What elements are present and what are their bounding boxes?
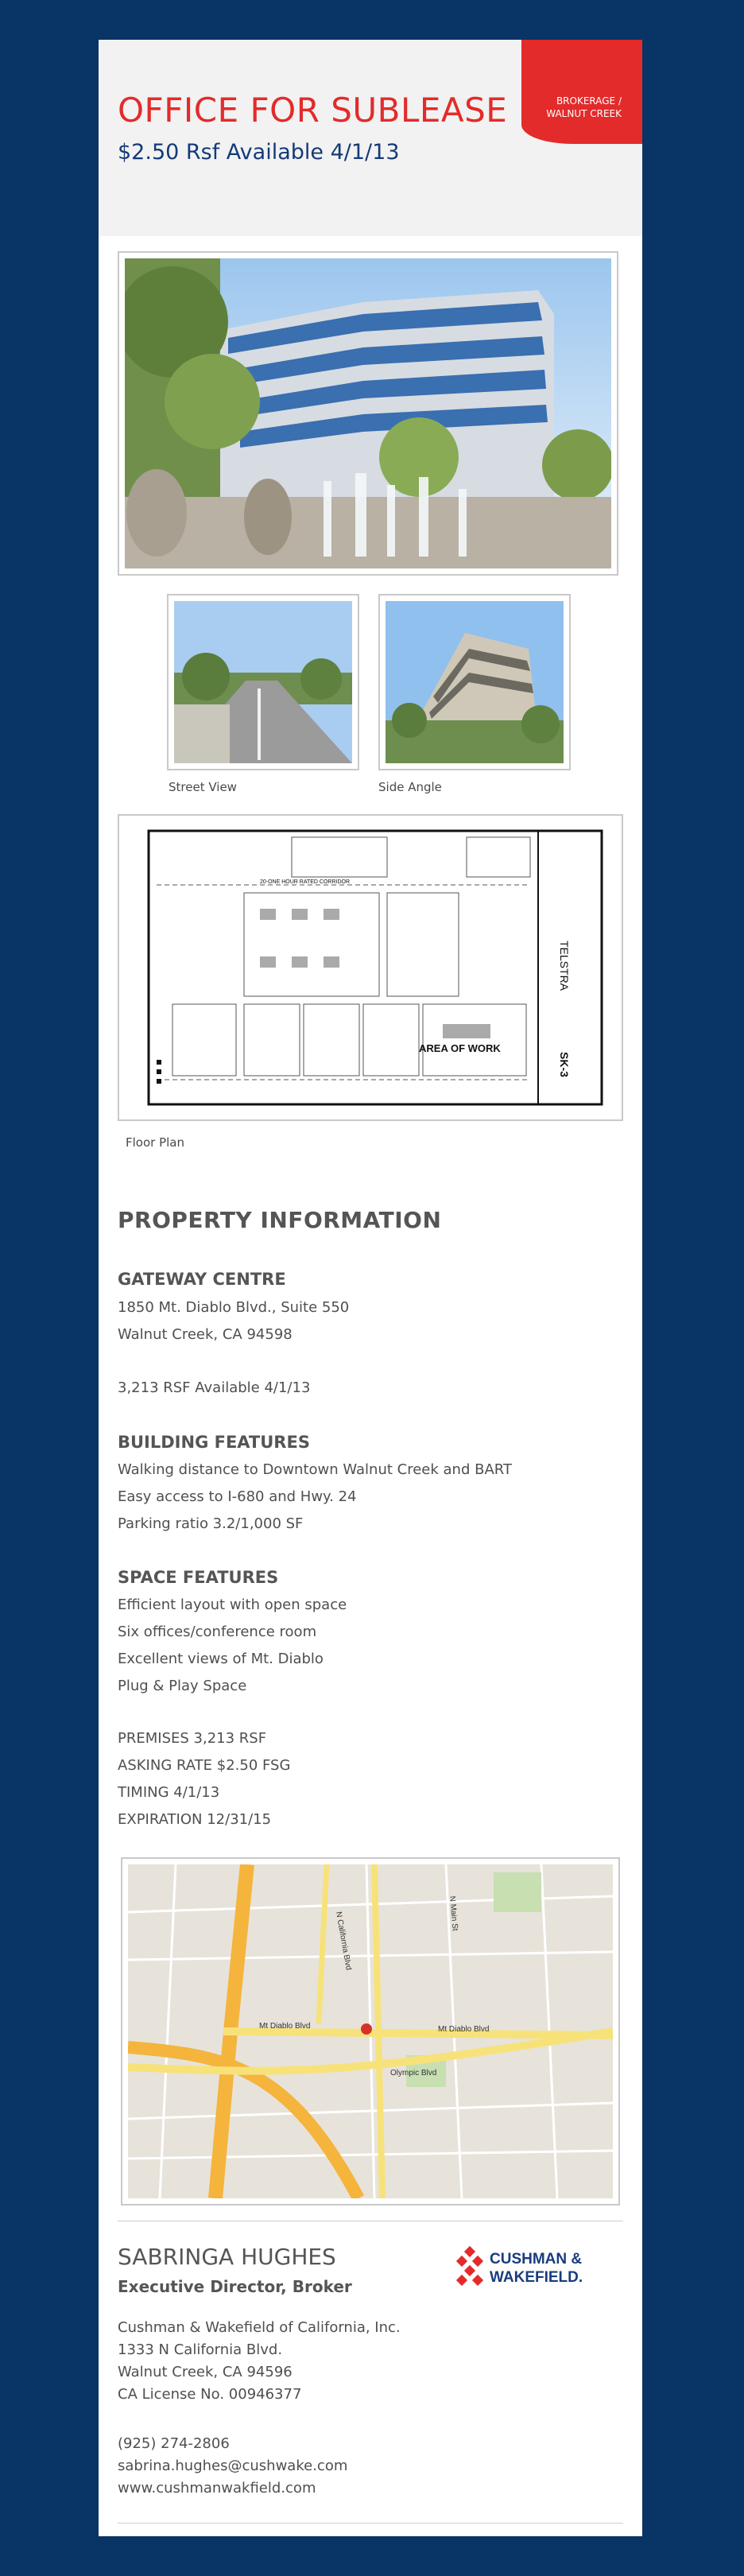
flyer-subtitle: $2.50 Rsf Available 4/1/13 bbox=[118, 140, 400, 165]
logo-mark-icon bbox=[451, 2244, 626, 2289]
address-line-2: Walnut Creek, CA 94598 bbox=[118, 1326, 293, 1343]
company-city: Walnut Creek, CA 94596 bbox=[118, 2364, 293, 2380]
contact-phone[interactable]: (925) 274-2806 bbox=[118, 2435, 230, 2452]
flyer-page bbox=[99, 40, 642, 2536]
term-timing: TIMING 4/1/13 bbox=[118, 1784, 220, 1801]
footer-divider bbox=[118, 2523, 623, 2524]
map-label-blvd-2: Mt Diablo Blvd bbox=[438, 2025, 490, 2034]
space-feature-4: Plug & Play Space bbox=[118, 1678, 247, 1694]
floor-plan-drawing bbox=[125, 821, 616, 1114]
street-view-photo bbox=[167, 594, 359, 770]
building-feature-1: Walking distance to Downtown Walnut Creek and BART bbox=[118, 1461, 512, 1478]
contact-email-link[interactable]: sabrina.hughes@cushwake.com bbox=[118, 2458, 348, 2474]
floor-plan-area-label: AREA OF WORK bbox=[419, 1042, 501, 1054]
map-label-olympic: Olympic Blvd bbox=[390, 2069, 437, 2077]
tag-line-1: BROKERAGE / bbox=[556, 95, 622, 107]
agent-name: SABRINGA HUGHES bbox=[118, 2244, 336, 2270]
floor-plan-image bbox=[118, 814, 623, 1121]
side-angle-illustration bbox=[386, 601, 564, 763]
brokerage-tag bbox=[521, 40, 642, 144]
company-street: 1333 N California Blvd. bbox=[118, 2341, 283, 2358]
floor-plan-corridor-label: 20-ONE HOUR RATED CORRIDOR bbox=[260, 879, 351, 885]
term-expiration: EXPIRATION 12/31/15 bbox=[118, 1811, 272, 1828]
floor-plan-tenant-label: TELSTRA bbox=[558, 941, 571, 991]
space-feature-3: Excellent views of Mt. Diablo bbox=[118, 1651, 324, 1667]
agent-title: Executive Director, Broker bbox=[118, 2277, 352, 2296]
map-label-main: N Main St bbox=[448, 1895, 459, 1932]
gateway-heading: GATEWAY CENTRE bbox=[118, 1270, 286, 1289]
address-line-1: 1850 Mt. Diablo Blvd., Suite 550 bbox=[118, 1299, 350, 1316]
map-illustration bbox=[128, 1864, 613, 2198]
building-feature-3: Parking ratio 3.2/1,000 SF bbox=[118, 1515, 304, 1532]
location-map bbox=[121, 1857, 620, 2206]
floor-plan-caption: Floor Plan bbox=[126, 1135, 184, 1150]
side-angle-photo bbox=[378, 594, 571, 770]
floor-plan-sheet-label: SK-3 bbox=[558, 1052, 571, 1077]
space-feature-1: Efficient layout with open space bbox=[118, 1596, 347, 1613]
company-license: CA License No. 00946377 bbox=[118, 2386, 302, 2403]
logo-line-2: WAKEFIELD. bbox=[490, 2269, 583, 2286]
building-features-heading: BUILDING FEATURES bbox=[118, 1433, 310, 1452]
main-building-photo bbox=[118, 251, 618, 576]
side-angle-caption: Side Angle bbox=[378, 780, 442, 794]
flyer-title: OFFICE FOR SUBLEASE bbox=[118, 91, 508, 130]
street-illustration bbox=[174, 601, 352, 763]
logo-line-1: CUSHMAN & bbox=[490, 2251, 583, 2268]
space-features-heading: SPACE FEATURES bbox=[118, 1568, 279, 1587]
street-view-caption: Street View bbox=[169, 780, 237, 794]
building-feature-2: Easy access to I-680 and Hwy. 24 bbox=[118, 1488, 357, 1505]
term-asking-rate: ASKING RATE $2.50 FSG bbox=[118, 1757, 291, 1774]
map-label-blvd-1: Mt Diablo Blvd bbox=[259, 2022, 311, 2031]
property-info-heading: PROPERTY INFORMATION bbox=[118, 1207, 442, 1233]
contact-website-link[interactable]: www.cushmanwakfield.com bbox=[118, 2480, 316, 2496]
flyer-header bbox=[99, 40, 642, 236]
term-premises: PREMISES 3,213 RSF bbox=[118, 1730, 267, 1747]
space-feature-2: Six offices/conference room bbox=[118, 1624, 317, 1640]
building-illustration bbox=[125, 258, 611, 568]
cushman-wakefield-logo bbox=[451, 2244, 626, 2289]
tag-line-2: WALNUT CREEK bbox=[546, 108, 622, 119]
map-label-california: N California Blvd bbox=[334, 1911, 353, 1971]
available-line: 3,213 RSF Available 4/1/13 bbox=[118, 1379, 311, 1396]
company-line: Cushman & Wakefield of California, Inc. bbox=[118, 2319, 401, 2336]
